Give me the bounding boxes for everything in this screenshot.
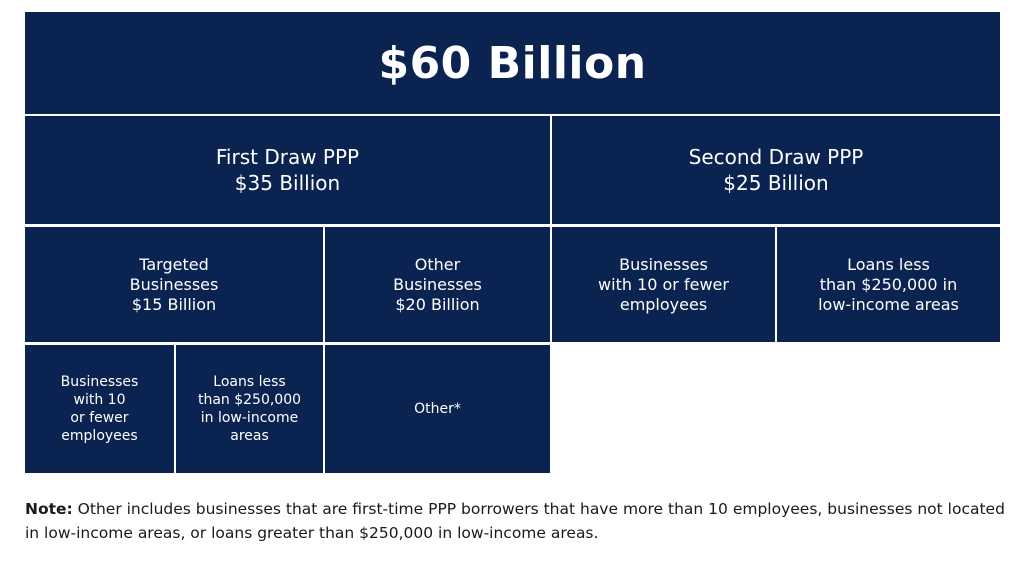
targeted-small-line-1: Businesses (60, 374, 139, 390)
other-label: Other* (414, 401, 461, 417)
other-businesses-amount: $20 Billion (395, 294, 480, 314)
other-box (325, 345, 550, 473)
targeted-loans-line-1: Loans less (213, 374, 286, 390)
second-draw-title: Second Draw PPP (688, 145, 864, 169)
targeted-small-line-2: with 10 (73, 392, 126, 408)
second-draw-loans-box (777, 227, 1000, 342)
first-draw-box (25, 116, 550, 224)
second-draw-box (552, 116, 1000, 224)
second-draw-small-business-box (552, 227, 775, 342)
targeted-loans-line-3: in low-income (200, 410, 299, 426)
note-text: Other includes businesses that are first-time PPP borrowers that have more than 10 employees, businesses not located in low-income areas, or loans greater than $250,000 in low-income areas. (25, 500, 1005, 542)
targeted-businesses-box (25, 227, 323, 342)
second-small-line-1: Businesses (619, 254, 708, 274)
second-small-line-2: with 10 or fewer (598, 274, 729, 294)
second-loans-line-1: Loans less (847, 254, 930, 274)
targeted-small-line-3: or fewer (70, 410, 129, 426)
targeted-loans-line-4: areas (230, 428, 269, 444)
targeted-loans-box (176, 345, 323, 473)
second-loans-line-3: low-income areas (818, 294, 959, 314)
second-small-line-3: employees (619, 294, 708, 314)
other-businesses-box (325, 227, 550, 342)
note-label: Note: (25, 500, 73, 518)
targeted-line-1: Targeted (139, 254, 209, 274)
targeted-small-business-box (25, 345, 174, 473)
targeted-amount: $15 Billion (131, 294, 217, 314)
other-businesses-line-2: Businesses (393, 274, 482, 294)
footnote (25, 497, 1005, 545)
first-draw-amount: $35 Billion (234, 171, 341, 195)
targeted-loans-line-2: than $250,000 (197, 392, 302, 408)
total-box (25, 12, 1000, 114)
second-loans-line-2: than $250,000 in (819, 274, 958, 294)
second-draw-amount: $25 Billion (723, 171, 829, 195)
total-label: $60 Billion (378, 37, 647, 89)
targeted-small-line-4: employees (61, 428, 138, 444)
other-businesses-line-1: Other (414, 254, 461, 274)
first-draw-title: First Draw PPP (215, 145, 360, 169)
targeted-line-2: Businesses (129, 274, 219, 294)
